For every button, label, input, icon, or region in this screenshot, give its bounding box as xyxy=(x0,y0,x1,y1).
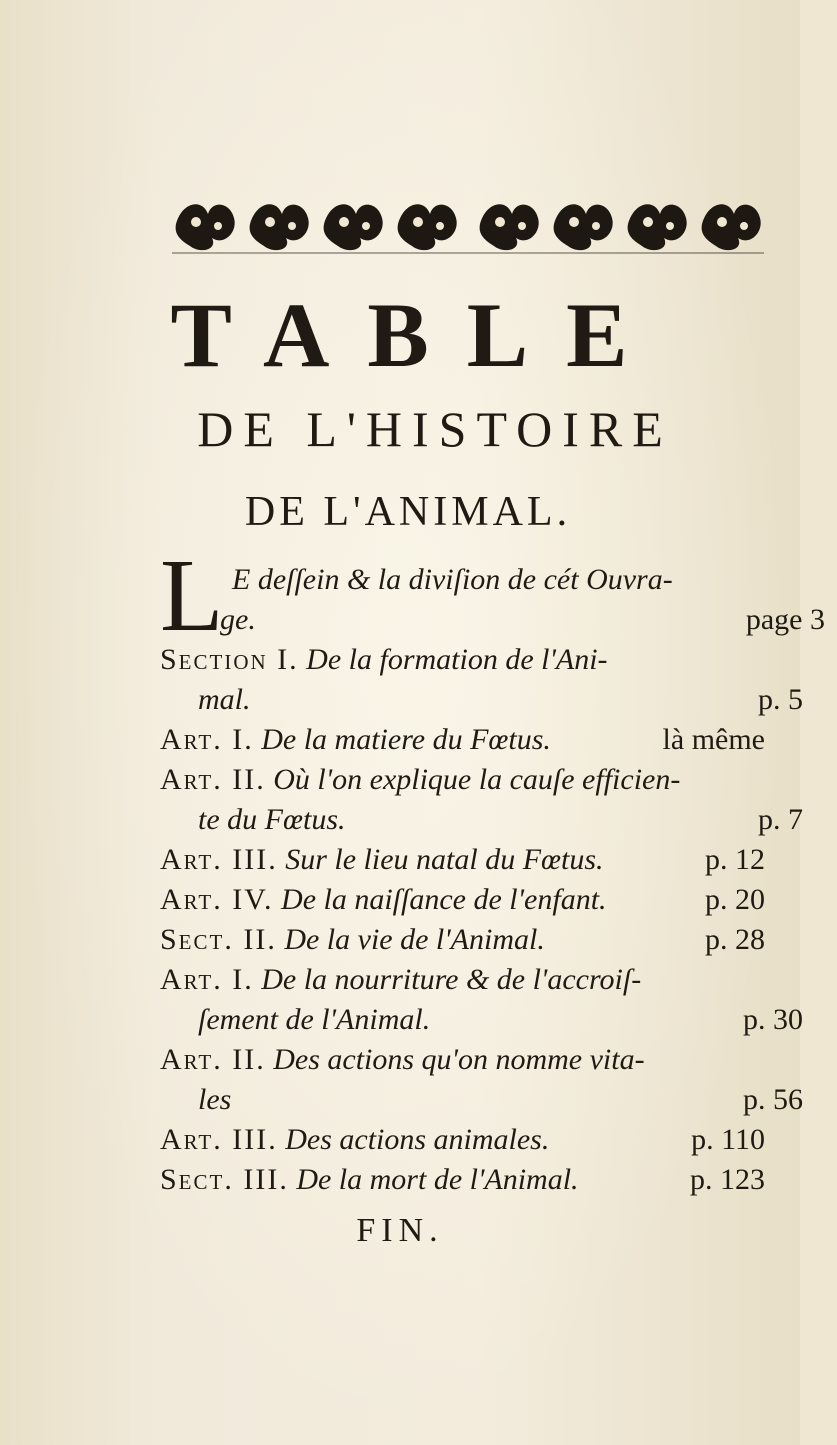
entry-text: Sur le lieu natal du Fœtus. xyxy=(285,843,604,876)
entry-label: Art. II. xyxy=(160,763,266,796)
entry-label: Section I. xyxy=(160,643,299,676)
page-number: p. 56 xyxy=(743,1083,803,1116)
toc-entry xyxy=(160,920,765,960)
page-number: p. 28 xyxy=(705,923,765,956)
entry-text: E deſſein & la diviſion de cét Ouvra- xyxy=(232,563,673,596)
page-number: p. 12 xyxy=(705,843,765,876)
toc-entry xyxy=(160,1120,765,1160)
entry-label: Art. IV. xyxy=(160,883,274,916)
entry-text: De la nourriture & de l'accroiſ- xyxy=(261,963,642,996)
entry-label: Sect. III. xyxy=(160,1163,289,1196)
title-animal: DE L'ANIMAL. xyxy=(244,489,572,535)
entry-label: Art. I. xyxy=(160,963,254,996)
entry-text: Où l'on explique la cauſe efficien- xyxy=(273,763,681,796)
entry-label: Sect. II. xyxy=(160,923,277,956)
entry-text: Des actions qu'on nomme vita- xyxy=(273,1043,645,1076)
title-table: TABLE xyxy=(170,284,666,386)
toc-entry xyxy=(160,720,765,760)
page-number: p. 20 xyxy=(705,883,765,916)
entry-text-cont: mal. xyxy=(198,683,251,716)
page-number: p. 30 xyxy=(743,1003,803,1036)
entry-text-cont: ſement de l'Animal. xyxy=(198,1003,431,1036)
toc-entry xyxy=(160,880,765,920)
entry-text: De la vie de l'Animal. xyxy=(284,923,545,956)
entry-text: De la mort de l'Animal. xyxy=(296,1163,579,1196)
toc-entry xyxy=(160,1160,765,1200)
entry-text: De la matiere du Fœtus. xyxy=(261,723,551,756)
page-number: p. 110 xyxy=(691,1123,765,1156)
entry-text-cont: te du Fœtus. xyxy=(198,803,346,836)
entry-label: Art. III. xyxy=(160,1123,278,1156)
toc-entry xyxy=(160,840,765,880)
page-number: là même xyxy=(662,723,765,756)
title-histoire: DE L'HISTOIRE xyxy=(197,401,673,457)
fin-label: FIN. xyxy=(356,1212,444,1249)
page-number: p. 7 xyxy=(758,803,803,836)
fleuron-band-icon xyxy=(172,188,772,260)
drop-cap: L xyxy=(160,538,224,653)
entry-text: Des actions animales. xyxy=(285,1123,550,1156)
entry-label: Art. III. xyxy=(160,843,278,876)
entry-text: De la naiſſance de l'enfant. xyxy=(281,883,607,916)
entry-text: De la formation de l'Ani- xyxy=(306,643,608,676)
page-number: p. 123 xyxy=(690,1163,765,1196)
page-number: page 3 xyxy=(745,603,825,636)
entry-text-cont: ge. xyxy=(220,603,256,636)
page-number: p. 5 xyxy=(758,683,803,716)
entry-text-cont: les xyxy=(198,1083,232,1116)
entry-label: Art. I. xyxy=(160,723,254,756)
entry-label: Art. II. xyxy=(160,1043,266,1076)
